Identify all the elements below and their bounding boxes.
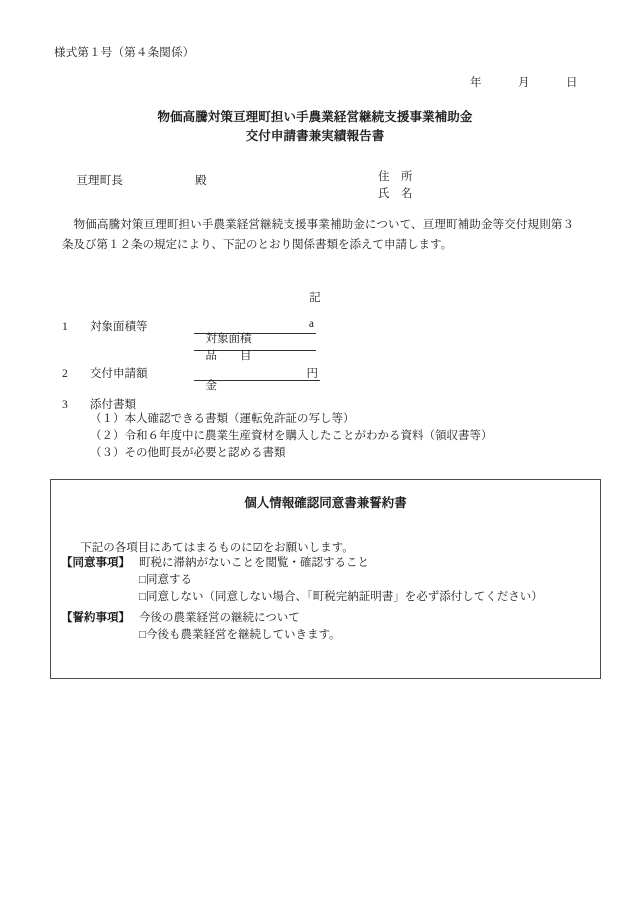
consent-instruction-before: 下記の各項目にあてはまるものに bbox=[80, 542, 253, 554]
field-application-amount-unit: 円 bbox=[306, 368, 318, 380]
pledge-statement: 今後の農業経営の継続について bbox=[139, 612, 300, 624]
title-line-1: 物価高騰対策亘理町担い手農業経営継続支援事業補助金 bbox=[157, 110, 473, 124]
applicant-fields bbox=[378, 169, 413, 203]
consent-instruction-after: をお願いします。 bbox=[262, 542, 354, 554]
consent-group-agreement-heading: 【同意事項】 bbox=[61, 557, 130, 569]
item-1-number: 1 bbox=[62, 321, 68, 333]
addressee-honorific: 殿 bbox=[195, 175, 207, 187]
consent-box bbox=[50, 479, 601, 679]
field-application-amount[interactable] bbox=[194, 365, 320, 392]
attachment-item-2: （２）令和６年度中に農業生産資材を購入したことがわかる資料（領収書等） bbox=[90, 430, 493, 442]
field-target-area-unit: a bbox=[308, 318, 314, 330]
checked-checkbox-icon: ☑ bbox=[252, 541, 263, 554]
consent-agreement-statement: 町税に滞納がないことを閲覧・確認すること bbox=[139, 557, 369, 569]
form-number: 様式第１号（第４条関係） bbox=[54, 47, 195, 59]
applicant-address-label: 住 所 bbox=[378, 171, 413, 183]
consent-group-pledge-heading: 【誓約事項】 bbox=[61, 612, 130, 624]
field-target-area[interactable] bbox=[194, 318, 316, 345]
body-paragraph: 物価高騰対策亘理町担い手農業経営継続支援事業補助金について、亘理町補助金等交付規則第３条及び第１２条の規定により、下記のとおり関係書類を添えて申請します。 bbox=[62, 219, 574, 251]
addressee-row bbox=[64, 157, 207, 205]
item-3-label: 添付書類 bbox=[90, 399, 136, 411]
checkbox-option-agree[interactable]: □同意する bbox=[139, 574, 192, 586]
consent-group-pledge-body bbox=[139, 610, 341, 644]
field-application-amount-label: 金 bbox=[205, 380, 217, 392]
consent-box-title: 個人情報確認同意書兼誓約書 bbox=[244, 496, 407, 510]
field-target-area-label: 対象面積 bbox=[205, 333, 252, 345]
item-1-label: 対象面積等 bbox=[90, 321, 148, 333]
applicant-name-label: 氏 名 bbox=[378, 188, 413, 200]
item-3-number: 3 bbox=[62, 399, 68, 411]
title-line-2: 交付申請書兼実績報告書 bbox=[245, 129, 385, 143]
date-line: 年 月 日 bbox=[470, 77, 578, 89]
ki-marker: 記 bbox=[309, 292, 321, 304]
consent-group-agreement-body bbox=[139, 555, 543, 606]
attachment-list bbox=[90, 411, 493, 462]
field-item-name[interactable] bbox=[194, 335, 316, 362]
checkbox-option-continue-farming[interactable]: □今後も農業経営を継続していきます。 bbox=[139, 629, 341, 641]
addressee-name: 亘理町長 bbox=[76, 175, 124, 187]
attachment-item-1: （１）本人確認できる書類（運転免許証の写し等） bbox=[90, 413, 355, 425]
field-item-name-label: 品 目 bbox=[205, 350, 252, 362]
checkbox-option-disagree[interactable]: □同意しない（同意しない場合、「町税完納証明書」を必ず添付してください） bbox=[139, 591, 543, 603]
item-2-number: 2 bbox=[62, 368, 68, 380]
document-title bbox=[0, 108, 630, 146]
attachment-item-3: （３）その他町長が必要と認める書類 bbox=[90, 447, 286, 459]
item-2-label: 交付申請額 bbox=[90, 368, 148, 380]
